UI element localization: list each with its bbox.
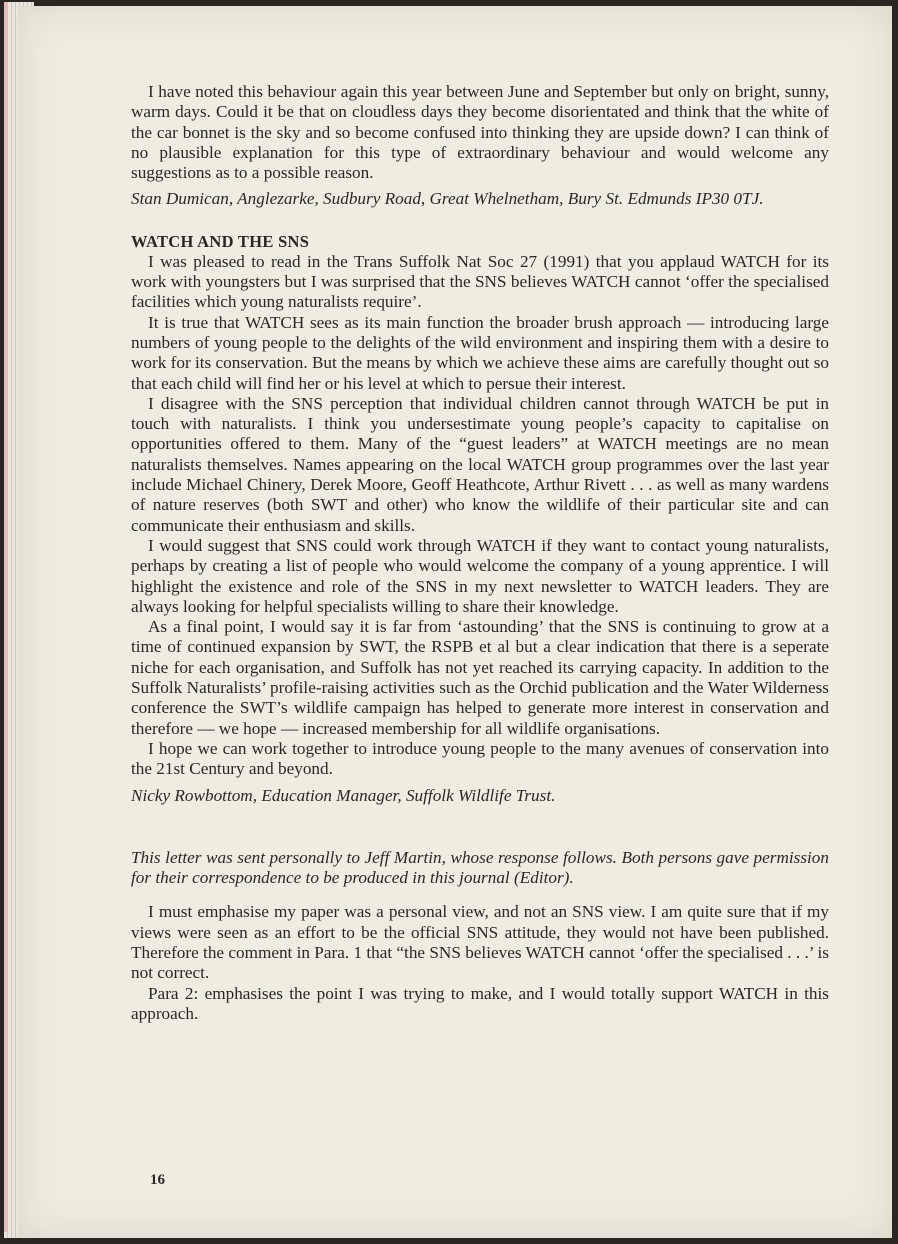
response-paragraph: I must emphasise my paper was a personal view, and not an SNS view. I am quite sure that if my views were seen as an effort to be the official SNS attitude, they would not have been published. Therefore the comment in Para. 1 that “the SNS believes WATCH cannot ‘offer the specialised . . .’ is not correct.	[131, 902, 829, 983]
section-heading: WATCH AND THE SNS	[131, 231, 310, 251]
page-number: 16	[150, 1172, 165, 1188]
letter-paragraph: It is true that WATCH sees as its main function the broader brush approach — introducing large numbers of young people to the delights of the wild environment and inspiring them with a desire to work for its conservation. But the means by which we achieve these aims are carefully thought out so that each child will find her or his level at which to persue their interest.	[131, 312, 829, 393]
journal-page	[18, 6, 892, 1238]
letter-paragraph: As a final point, I would say it is far from ‘astounding’ that the SNS is continuing to grow at a time of continued expansion by SWT, the RSPB et al but a clear indication that there is a seperate niche for each organisation, and Suffolk has not yet reached its carrying capacity. In addition to the Suffolk Naturalists’ profile-raising activities such as the Orchid publication and the Water Wilderness conference the SWT’s wildlife campaign has helped to generate more interest in conservation and therefore — we hope — increased membership for all wildlife organisations.	[131, 617, 829, 738]
letter-paragraph: I hope we can work together to introduce young people to the many avenues of conservation into the 21st Century and beyond.	[131, 738, 829, 779]
previous-letter-signature: Stan Dumican, Anglezarke, Sudbury Road, Great Whelnetham, Bury St. Edmunds IP30 0TJ.	[131, 189, 764, 209]
response-paragraph: Para 2: emphasises the point I was trying to make, and I would totally support WATCH in this approach.	[131, 983, 829, 1023]
letter-paragraph: I was pleased to read in the Trans Suffolk Nat Soc 27 (1991) that you applaud WATCH for its work with youngsters but I was surprised that the SNS believes WATCH cannot ‘offer the specialised facilities which young naturalists require’.	[131, 251, 829, 312]
editor-note: This letter was sent personally to Jeff Martin, whose response follows. Both persons gave permission for their correspondence to be produced in this journal (Editor).	[131, 847, 829, 888]
page-content	[131, 82, 829, 1024]
previous-letter-paragraph: I have noted this behaviour again this year between June and September but only on bright, sunny, warm days. Could it be that on cloudless days they become disorientated and think that the white of the car bonnet is the sky and so become confused into thinking they are upside down? I can think of no plausible explanation for this type of extraordinary behaviour and would welcome any suggestions as to a possible reason.	[131, 82, 829, 183]
letter-paragraph: I disagree with the SNS perception that individual children cannot through WATCH be put in touch with naturalists. I think you undersestimate young people’s capacity to capitalise on opportunities offered to them. Many of the “guest leaders” at WATCH meetings are no mean naturalists themselves. Names appearing on the local WATCH group programmes over the last year include Michael Chinery, Derek Moore, Geoff Heathcote, Arthur Rivett . . . as well as many wardens of nature reserves (both SWT and other) who know the wildlife of their particular site and can communicate their enthusiasm and skills.	[131, 393, 829, 535]
letter-signature: Nicky Rowbottom, Education Manager, Suffolk Wildlife Trust.	[131, 785, 556, 805]
letter-paragraph: I would suggest that SNS could work through WATCH if they want to contact young naturalists, perhaps by creating a list of people who would welcome the company of a young apprentice. I will highlight the existence and role of the SNS in my next newsletter to WATCH leaders. They are always looking for helpful specialists willing to share their knowledge.	[131, 535, 829, 616]
page-edge-tint	[4, 2, 7, 1232]
